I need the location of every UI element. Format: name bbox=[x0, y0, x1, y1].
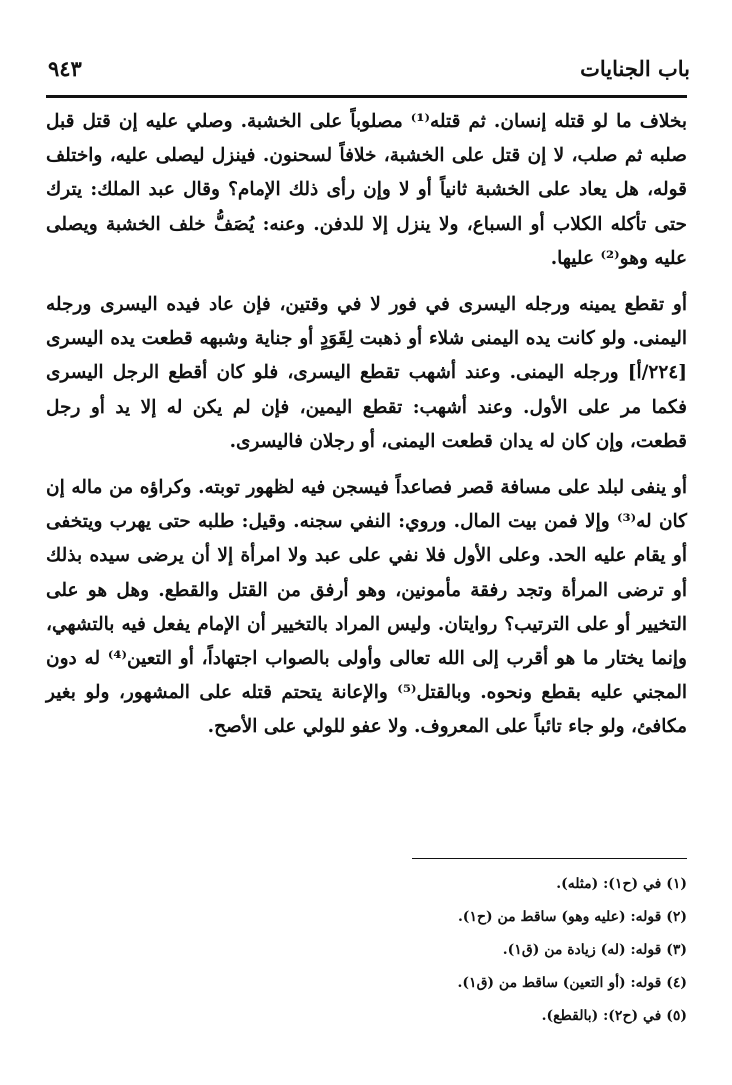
footnote: (١) في (ح١): (مثله). bbox=[556, 876, 687, 892]
footnote-separator bbox=[412, 858, 687, 859]
footnote: (٥) في (ح٢): (بالقطع). bbox=[541, 1008, 687, 1024]
header-rule bbox=[46, 95, 687, 98]
page-number: ٩٤٣ bbox=[48, 56, 82, 81]
footnote: (٣) قوله: (له) زيادة من (ق١). bbox=[502, 942, 687, 958]
page-header bbox=[40, 50, 690, 94]
paragraph: أو ينفى لبلد على مسافة قصر فصاعداً فيسجن فيه لظهور توبته. وكراؤه من ماله إن كان له⁽³⁾ وإلا فمن بيت المال. وروي: النفي سجنه. وقيل: طلبه حتى يهرب ويتخفى أو يقام عليه الحد. وعلى الأول فلا نفي على عبد ولا امرأة إلا أن يرضى سيده بذلك أو ترضى المرأة وتجد رفقة مأمونين، وهو أرفق من القتل والقطع. وهل هو على التخيير أو على الترتيب؟ روايتان. وليس المراد بالتخيير أن الإمام يفعل فيه بالتشهي، وإنما يختار ما هو أقرب إلى الله تعالى وأولى بالصواب اجتهاداً، أو التعين⁽⁴⁾ له دون المجني عليه بقطع ونحوه. وبالقتل⁽⁵⁾ والإعانة يتحتم قتله على المشهور، ولو بغير مكافئ، ولو جاء تائباً على المعروف. ولا عفو للولي على الأصح. bbox=[46, 477, 688, 738]
footnotes bbox=[300, 868, 687, 1033]
paragraph: بخلاف ما لو قتله إنسان. ثم قتله⁽¹⁾ مصلوباً على الخشبة. وصلي عليه إن قتل قبل صلبه ثم صلب، لا إن قتل على الخشبة، خلافاً لسحنون. فينزل ليصلى عليه، واختلف قوله، هل يعاد على الخشبة ثانياً أو لا وإن رأى ذلك الإمام؟ وقال عبد الملك: يترك حتى تأكله الكلاب أو السباع، ولا ينزل إلا للدفن. وعنه: يُصَفُّ خلف الخشبة ويصلى عليه وهو⁽²⁾ عليها. bbox=[46, 111, 687, 269]
running-title: باب الجنايات bbox=[580, 56, 690, 81]
main-text bbox=[46, 105, 687, 757]
footnote: (٢) قوله: (عليه وهو) ساقط من (ح١). bbox=[457, 909, 687, 925]
footnote: (٤) قوله: (أو التعين) ساقط من (ق١). bbox=[457, 975, 687, 991]
paragraph: أو تقطع يمينه ورجله اليسرى في فور لا في وقتين، فإن عاد فيده اليسرى ورجله اليمنى. ولو كانت يده اليمنى شلاء أو ذهبت لِقَوَدٍ أو جناية وشبهه قطعت يده اليسرى [٢٢٤/أ] ورجله اليمنى. وعند أشهب تقطع اليسرى، فلو كان أقطع الرجل اليسرى فكما مر على الأول. وعند أشهب: تقطع اليمين، فإن لم يكن له إلا يد أو رجل قطعت، وإن كان له يدان قطعت اليمنى، أو رجلان فاليسرى. bbox=[46, 294, 687, 452]
